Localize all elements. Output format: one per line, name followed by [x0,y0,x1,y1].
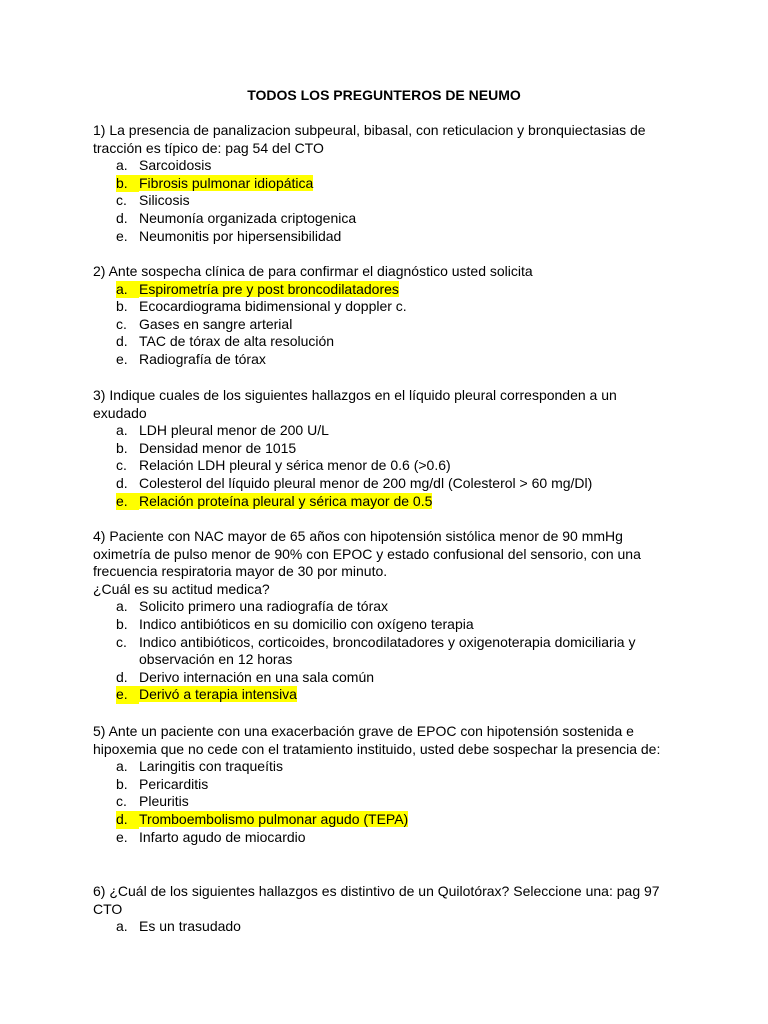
highlighted-answer-text: Relación proteína pleural y sérica mayor de 0.5 [139,492,433,509]
option-text: Solicito primero una radiografía de tórax [139,598,389,615]
answer-option [93,793,693,811]
option-text: Laringitis con traqueítis [139,758,283,775]
option-letter: e. [116,493,139,511]
option-letter: b. [116,175,139,193]
answer-option [93,316,693,334]
question-text-line: CTO [93,900,123,917]
option-text: Radiografía de tórax [139,350,266,367]
option-letter: c. [116,793,127,810]
answer-option [93,493,693,511]
option-letter: a. [116,758,128,775]
highlighted-answer-text: Espirometría pre y post broncodilatadores [139,280,399,297]
answer-options [93,598,693,704]
answer-options [93,281,693,369]
answer-option [93,686,693,704]
answer-option [93,333,693,351]
option-text: Densidad menor de 1015 [139,439,297,456]
answer-options [93,758,693,846]
question-text-line: hipoxemia que no cede con el tratamiento instituido, usted debe sospechar la presencia de: [93,740,661,757]
option-text: TAC de tórax de alta resolución [139,333,335,350]
option-text: Pleuritis [139,793,189,810]
question-text-line: exudado [93,404,147,421]
option-letter: e. [116,350,128,367]
answer-options [93,918,693,936]
question-text-line: 5) Ante un paciente con una exacerbación grave de EPOC con hipotensión sostenida e [93,723,634,739]
option-text: LDH pleural menor de 200 U/L [139,422,329,439]
option-letter: b. [116,615,128,632]
option-text: Silicosis [139,192,190,209]
answer-option [93,228,693,246]
option-letter: b. [116,298,128,315]
answer-option [93,210,693,228]
option-letter: a. [116,422,128,439]
answer-option [93,281,693,299]
option-text: Sarcoidosis [139,157,212,174]
option-letter: a. [116,281,139,299]
answer-option [93,192,693,210]
option-letter: c. [116,192,127,209]
answer-option [93,475,693,493]
document-title: TODOS LOS PREGUNTEROS DE NEUMO [247,87,521,103]
option-letter: d. [116,209,128,226]
answer-option [93,616,693,634]
option-text: Indico antibióticos en su domicilio con oxígeno terapia [139,615,474,632]
option-text: Es un trasudado [139,918,241,935]
option-text: Neumonía organizada criptogenica [139,209,357,226]
question-3 [93,387,693,510]
option-text: Neumonitis por hipersensibilidad [139,227,342,244]
question-text-line: oximetría de pulso menor de 90% con EPOC y estado confusional del sensorio, con una [93,545,641,562]
option-letter: c. [116,315,127,332]
option-text: Gases en sangre arterial [139,315,293,332]
answer-option [93,157,693,175]
question-5 [93,723,693,846]
option-letter: a. [116,598,128,615]
option-letter: d. [116,668,128,685]
question-text-line: 2) Ante sospecha clínica de para confirmar el diagnóstico usted solicita [93,263,533,279]
option-letter: e. [116,686,139,704]
answer-option [93,758,693,776]
answer-option [93,829,693,847]
option-letter: b. [116,775,128,792]
option-letter: d. [116,333,128,350]
question-text-line: ¿Cuál es su actitud medica? [93,580,270,597]
option-letter: a. [116,157,128,174]
option-text: Colesterol del líquido pleural menor de 200 mg/dl (Colesterol > 60 mg/Dl) [139,474,593,491]
question-text-line: tracción es típico de: pag 54 del CTO [93,139,324,156]
answer-option [93,457,693,475]
option-text: Derivo internación en una sala común [139,668,375,685]
option-letter: c. [116,633,127,650]
answer-option [93,298,693,316]
answer-option [93,175,693,193]
answer-option [93,776,693,794]
option-letter: a. [116,918,128,935]
option-letter: e. [116,828,128,845]
option-letter: b. [116,439,128,456]
question-text-line: frecuencia respiratoria mayor de 30 por minuto. [93,563,388,580]
question-text-line: 4) Paciente con NAC mayor de 65 años con hipotensión sistólica menor de 90 mmHg [93,528,623,544]
highlighted-answer-text: Tromboembolismo pulmonar agudo (TEPA) [139,810,409,827]
option-letter: c. [116,457,127,474]
option-text: Indico antibióticos, corticoides, broncodilatadores y oxigenoterapia domiciliaria y observación en 12 horas [139,633,636,668]
question-6 [93,883,693,936]
answer-option [93,422,693,440]
question-1 [93,122,693,245]
answer-option [93,440,693,458]
question-text-line: 3) Indique cuales de los siguientes hallazgos en el líquido pleural corresponden a un [93,387,617,403]
highlighted-answer-text: Derivó a terapia intensiva [139,686,297,703]
answer-option [93,351,693,369]
answer-option [93,669,693,687]
option-letter: e. [116,227,128,244]
highlighted-answer-text: Fibrosis pulmonar idiopática [139,174,314,191]
answer-option [93,598,693,616]
option-letter: d. [116,811,139,829]
option-letter: d. [116,474,128,491]
option-text: Infarto agudo de miocardio [139,828,306,845]
option-text: Pericarditis [139,775,209,792]
answer-options [93,157,693,245]
question-text-line: 1) La presencia de panalizacion subpeural, bibasal, con reticulacion y bronquiectasias de [93,122,646,138]
answer-option [93,634,659,669]
question-2 [93,263,693,369]
question-4 [93,528,693,704]
question-text-line: 6) ¿Cuál de los siguientes hallazgos es distintivo de un Quilotórax? Seleccione una: pag 97 [93,883,660,899]
answer-options [93,422,693,510]
answer-option [93,918,693,936]
option-text: Ecocardiograma bidimensional y doppler c. [139,298,407,315]
answer-option [93,811,693,829]
option-text: Relación LDH pleural y sérica menor de 0.6 (>0.6) [139,457,451,474]
